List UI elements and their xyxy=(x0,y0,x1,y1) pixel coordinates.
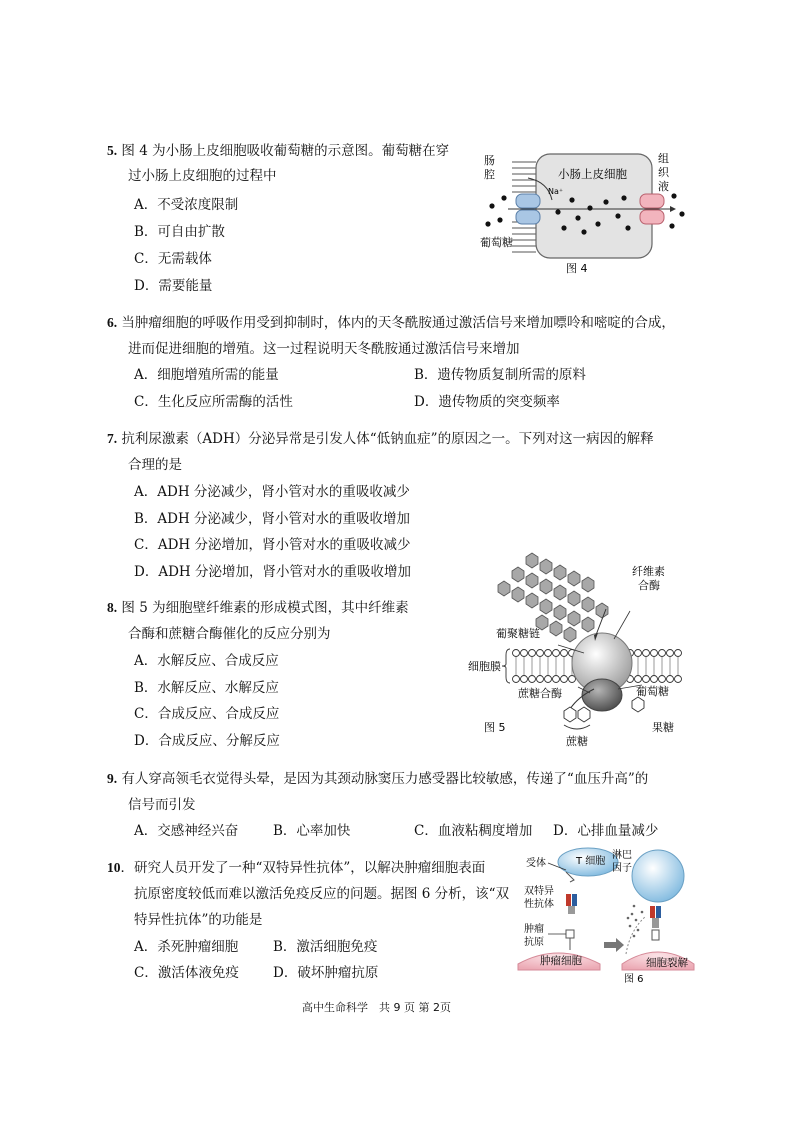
fig4-lumen-label-2: 腔 xyxy=(484,168,495,181)
fig6-cell-lysis-label: 细胞裂解 xyxy=(646,957,688,969)
q6-option-c[interactable]: C．生化反应所需酶的活性 xyxy=(134,394,293,410)
fig6-tumor-antigen-label-1: 肿瘤 xyxy=(524,924,544,935)
q5-stem-line-1: 5. 图 4 为小肠上皮细胞吸收葡萄糖的示意图。葡萄糖在穿 xyxy=(107,143,450,159)
q10-stem-line-3: 特异性抗体”的功能是 xyxy=(134,912,263,928)
q7-option-a[interactable]: A．ADH 分泌减少，肾小管对水的重吸收减少 xyxy=(134,484,410,500)
figure-4-diagram xyxy=(478,148,694,280)
fig6-tumor-antigen-label-2: 抗原 xyxy=(524,937,544,948)
q6-stem-line-1: 6. 当肿瘤细胞的呼吸作用受到抑制时，体内的天冬酰胺通过激活信号来增加嘌呤和嘧啶的合成， xyxy=(107,315,675,331)
fig5-membrane-label: 细胞膜 xyxy=(468,660,501,673)
fig4-tissue-label-2: 织 xyxy=(658,166,669,179)
figure-4 xyxy=(478,148,694,280)
fig6-bispecific-label-2: 性抗体 xyxy=(524,899,554,910)
q5-option-d[interactable]: D．需要能量 xyxy=(134,278,213,294)
q9-stem-line-2: 信号而引发 xyxy=(128,797,196,813)
page-footer: 高中生命科学 共 9 页 第 2页 xyxy=(302,1001,451,1014)
q5-stem-line-2: 过小肠上皮细胞的过程中 xyxy=(128,168,277,184)
q8-stem-line-2: 合酶和蔗糖合酶催化的反应分别为 xyxy=(128,626,331,642)
fig5-cellulose-synthase-label-2: 合酶 xyxy=(638,579,660,592)
fig6-t-cell-label: T 细胞 xyxy=(576,856,606,867)
q10-option-a[interactable]: A．杀死肿瘤细胞 xyxy=(134,939,239,955)
fig5-caption: 图 5 xyxy=(484,721,506,734)
fig4-tissue-label-3: 液 xyxy=(658,180,669,193)
q9-option-a[interactable]: A．交感神经兴奋 xyxy=(134,823,239,839)
q8-option-a[interactable]: A．水解反应、合成反应 xyxy=(134,653,279,669)
fig6-lymph-factor-label-2: 因子 xyxy=(612,863,632,874)
q10-option-d[interactable]: D．破坏肿瘤抗原 xyxy=(273,965,379,981)
fig6-lymph-factor-label-1: 淋巴 xyxy=(612,850,632,861)
q6-option-a[interactable]: A．细胞增殖所需的能量 xyxy=(134,367,279,383)
q8-stem-line-1: 8. 图 5 为细胞壁纤维素的形成模式图，其中纤维素 xyxy=(107,600,409,616)
q9-option-d[interactable]: D．心排血量减少 xyxy=(553,823,659,839)
q7-stem-line-2: 合理的是 xyxy=(128,457,182,473)
fig6-bispecific-label-1: 双特异 xyxy=(524,886,554,897)
fig4-glucose-label: 葡萄糖 xyxy=(480,236,513,249)
q5-option-a[interactable]: A．不受浓度限制 xyxy=(134,197,239,213)
figure-6 xyxy=(508,846,696,986)
fig5-glucan-chain-label: 葡聚糖链 xyxy=(496,627,540,640)
q9-option-b[interactable]: B．心率加快 xyxy=(273,823,351,839)
q10-stem-line-2: 抗原密度较低而难以激活免疫反应的问题。据图 6 分析，该“双 xyxy=(134,886,510,902)
q5-option-c[interactable]: C．无需载体 xyxy=(134,251,212,267)
q6-option-b[interactable]: B．遗传物质复制所需的原料 xyxy=(414,367,586,383)
fig4-cell-label: 小肠上皮细胞 xyxy=(558,167,627,181)
q8-option-d[interactable]: D．合成反应、分解反应 xyxy=(134,733,280,749)
q10-stem-line-1: 10．研究人员开发了一种“双特异性抗体”，以解决肿瘤细胞表面 xyxy=(107,860,486,876)
fig5-cellulose-synthase-label-1: 纤维素 xyxy=(632,565,665,578)
fig5-sucrose-synthase-label: 蔗糖合酶 xyxy=(518,687,562,700)
fig4-na-label: Na⁺ xyxy=(548,187,564,196)
q10-option-c[interactable]: C．激活体液免疫 xyxy=(134,965,239,981)
q7-option-d[interactable]: D．ADH 分泌增加，肾小管对水的重吸收增加 xyxy=(134,564,411,580)
q7-option-b[interactable]: B．ADH 分泌减少，肾小管对水的重吸收增加 xyxy=(134,511,411,527)
q10-option-b[interactable]: B．激活细胞免疫 xyxy=(273,939,378,955)
fig4-caption: 图 4 xyxy=(566,262,588,275)
fig6-caption: 图 6 xyxy=(624,974,644,985)
fig5-sucrose-label: 蔗糖 xyxy=(566,735,588,748)
q7-option-c[interactable]: C．ADH 分泌增加，肾小管对水的重吸收减少 xyxy=(134,537,411,553)
q6-stem-line-2: 进而促进细胞的增殖。这一过程说明天冬酰胺通过激活信号来增加 xyxy=(128,341,520,357)
q6-option-d[interactable]: D．遗传物质的突变频率 xyxy=(414,394,560,410)
q8-option-b[interactable]: B．水解反应、水解反应 xyxy=(134,680,279,696)
fig4-lumen-label-1: 肠 xyxy=(484,154,495,167)
figure-6-diagram xyxy=(508,846,696,986)
q7-stem-line-1: 7. 抗利尿激素（ADH）分泌异常是引发人体“低钠血症”的原因之一。下列对这一病因的解释 xyxy=(107,431,654,447)
figure-5-diagram xyxy=(466,545,694,750)
fig4-tissue-label-1: 组 xyxy=(658,152,669,165)
q5-option-b[interactable]: B．可自由扩散 xyxy=(134,224,225,240)
q9-option-c[interactable]: C．血液粘稠度增加 xyxy=(414,823,533,839)
q9-stem-line-1: 9. 有人穿高领毛衣觉得头晕，是因为其颈动脉窦压力感受器比较敏感，传递了“血压升高”的 xyxy=(107,771,649,787)
fig6-receptor-label: 受体 xyxy=(526,858,546,869)
fig5-glucose-label: 葡萄糖 xyxy=(636,685,669,698)
figure-5 xyxy=(466,545,694,750)
q8-option-c[interactable]: C．合成反应、合成反应 xyxy=(134,706,280,722)
fig6-tumor-cell-label: 肿瘤细胞 xyxy=(540,955,582,967)
fig5-fructose-label: 果糖 xyxy=(652,721,674,734)
